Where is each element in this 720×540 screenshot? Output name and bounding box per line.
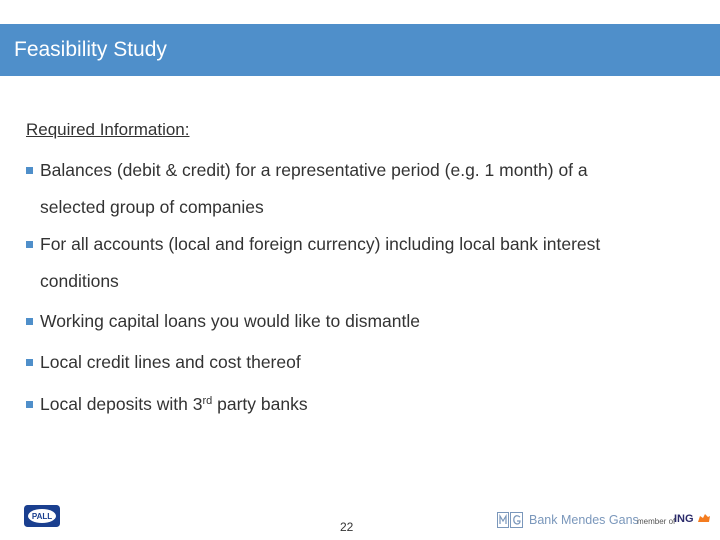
bullet-line: Working capital loans you would like to dismantle — [40, 311, 421, 331]
bullet-line: Balances (debit & credit) for a representative period (e.g. 1 month) of a — [40, 160, 588, 180]
bullet-item-balances — [26, 152, 588, 226]
pall-logo — [24, 505, 60, 527]
bullet-square-icon — [26, 241, 33, 248]
bullet-text-prefix: Local deposits with 3 — [40, 394, 203, 414]
bullet-square-icon — [26, 401, 33, 408]
bullet-item-working-capital — [26, 303, 420, 340]
bullet-square-icon — [26, 359, 33, 366]
pall-logo-text: PALL — [31, 512, 53, 521]
bullet-continuation: conditions — [40, 271, 119, 291]
bullet-square-icon — [26, 318, 33, 325]
bullet-text-suffix: party banks — [212, 394, 308, 414]
ing-logo-text: ING — [674, 513, 694, 525]
bullet-item-local-deposits — [26, 386, 308, 423]
bank-name: Bank Mendes Gans — [529, 513, 639, 527]
bullet-line — [40, 386, 308, 423]
title-bar — [0, 24, 720, 76]
bullet-item-credit-lines — [26, 344, 301, 381]
bullet-line: For all accounts (local and foreign currency) including local bank interest — [40, 234, 601, 254]
page-number: 22 — [340, 520, 354, 534]
bank-mendes-gans-logo — [497, 510, 639, 530]
ing-lion-icon — [697, 512, 711, 524]
bullet-item-accounts — [26, 226, 600, 300]
slide-title: Feasibility Study — [14, 38, 167, 61]
member-of-label: member of — [637, 517, 676, 526]
bullet-square-icon — [26, 167, 33, 174]
section-heading: Required Information: — [26, 120, 190, 139]
bmg-monogram-icon — [497, 512, 523, 528]
bullet-continuation: selected group of companies — [40, 197, 264, 217]
bullet-line: Local credit lines and cost thereof — [40, 352, 301, 372]
ordinal-suffix: rd — [202, 395, 213, 407]
